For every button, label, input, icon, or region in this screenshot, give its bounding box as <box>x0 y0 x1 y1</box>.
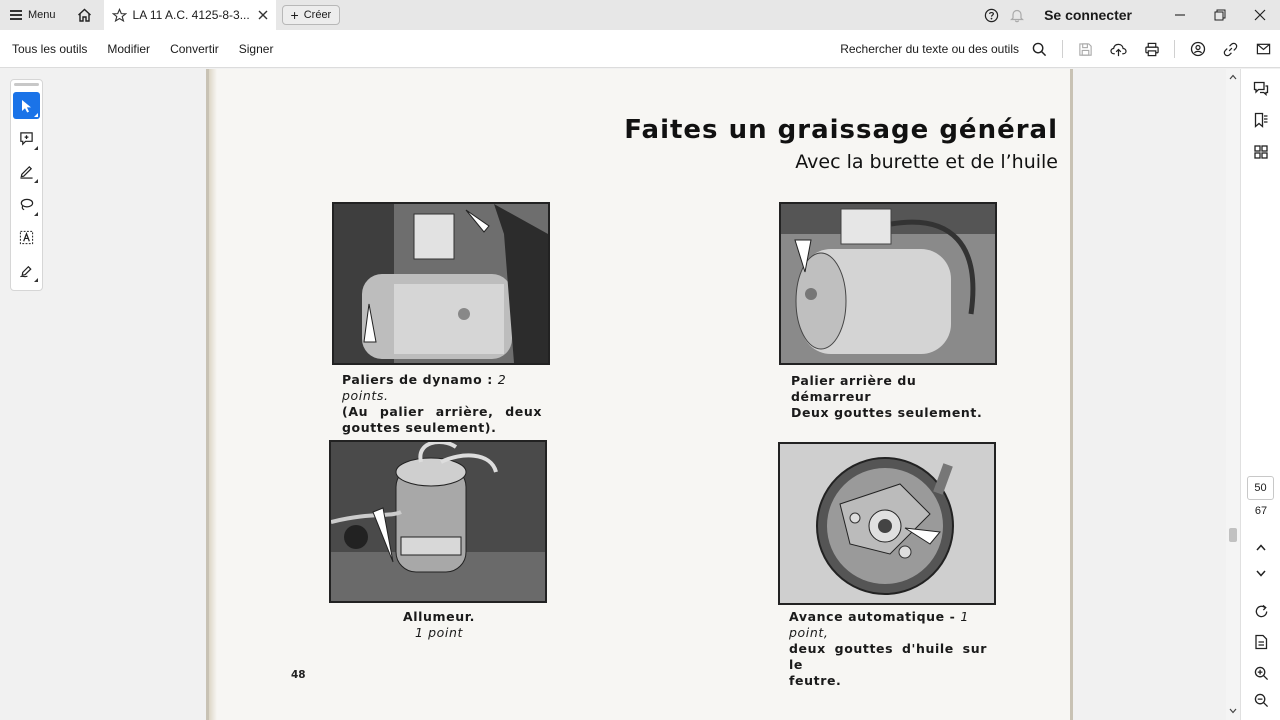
document-tab[interactable] <box>104 0 276 30</box>
close-icon <box>1254 9 1266 21</box>
rotate-icon <box>1254 604 1269 619</box>
submenu-indicator <box>34 212 38 216</box>
thumbnails-panel-button[interactable] <box>1241 136 1280 168</box>
create-label: Créer <box>303 9 332 21</box>
page-subheading: Avec la burette et de l’huile <box>795 151 1058 173</box>
starter-caption-line2: Deux gouttes seulement. <box>791 405 983 420</box>
zoom-out-button[interactable] <box>1241 684 1280 716</box>
hamburger-icon <box>10 10 22 20</box>
comments-panel-button[interactable] <box>1241 72 1280 104</box>
star-icon[interactable] <box>112 8 127 23</box>
bookmarks-panel-button[interactable] <box>1241 104 1280 136</box>
advance-photo <box>778 442 996 605</box>
text-box-icon <box>19 230 34 245</box>
advance-caption-line3: feutre. <box>789 673 842 688</box>
menu-button[interactable] <box>0 0 66 30</box>
dynamo-caption-line2: (Au palier arrière, deux <box>342 404 542 419</box>
cursor-arrow-icon <box>20 99 33 113</box>
dynamo-photo <box>332 202 550 365</box>
select-tool-button[interactable] <box>13 92 40 119</box>
search-button[interactable] <box>1023 30 1056 68</box>
zoom-in-icon <box>1254 666 1269 681</box>
starter-caption-line1: Palier arrière du démarreur <box>791 373 917 404</box>
restore-button[interactable] <box>1200 0 1240 30</box>
toolbar-divider <box>1062 40 1063 58</box>
highlighter-pen-icon <box>19 164 34 179</box>
print-icon <box>1144 42 1160 57</box>
text-box-tool-button[interactable] <box>13 224 40 251</box>
main-toolbar <box>0 30 1280 68</box>
current-page-field[interactable]: 50 <box>1247 476 1274 500</box>
vertical-scrollbar[interactable] <box>1226 69 1240 720</box>
close-tab-icon[interactable] <box>258 10 268 20</box>
dynamo-photo-image <box>334 204 548 363</box>
minimize-icon <box>1174 9 1186 21</box>
sign-pen-icon <box>19 263 34 278</box>
scroll-down-button[interactable] <box>1226 705 1240 717</box>
starter-photo <box>779 202 997 365</box>
help-button[interactable] <box>978 0 1004 30</box>
comments-icon <box>1253 81 1269 96</box>
sign-in-button[interactable]: Se connecter <box>1044 7 1132 23</box>
bell-icon <box>1010 8 1024 23</box>
distributor-caption-line2: 1 point <box>414 625 463 640</box>
printed-page-number: 48 <box>291 669 306 681</box>
highlight-tool-button[interactable] <box>13 158 40 185</box>
close-window-button[interactable] <box>1240 0 1280 30</box>
home-button[interactable] <box>70 0 100 30</box>
chevron-up-icon <box>1229 74 1237 80</box>
advance-caption-bold: Avance automatique - <box>789 609 956 624</box>
link-icon <box>1223 42 1238 57</box>
tab-bar <box>0 0 1280 30</box>
mail-icon <box>1256 42 1271 56</box>
sign-menu[interactable]: Signer <box>238 41 274 56</box>
draw-tool-button[interactable] <box>13 191 40 218</box>
share-button[interactable] <box>1181 30 1214 68</box>
help-icon <box>984 8 999 23</box>
email-button[interactable] <box>1247 30 1280 68</box>
comment-plus-icon <box>19 131 34 146</box>
fill-sign-tool-button[interactable] <box>13 257 40 284</box>
document-tab-title: LA 11 A.C. 4125-8-3... <box>132 8 250 22</box>
chevron-down-icon <box>1256 570 1266 577</box>
dynamo-caption-bold: Paliers de dynamo : <box>342 372 493 387</box>
advance-photo-image <box>780 444 994 603</box>
total-pages: 67 <box>1254 505 1268 517</box>
advance-caption-line2: deux gouttes d'huile sur le <box>789 641 987 672</box>
save-icon <box>1078 42 1093 57</box>
scroll-up-button[interactable] <box>1226 71 1240 83</box>
starter-caption <box>791 373 991 421</box>
dynamo-caption <box>342 372 542 436</box>
document-gear-icon <box>1254 634 1269 650</box>
zoom-out-icon <box>1254 693 1269 708</box>
search-icon <box>1032 42 1047 57</box>
create-button[interactable] <box>282 5 341 25</box>
search-label[interactable]: Rechercher du texte ou des outils <box>840 42 1019 56</box>
submenu-indicator <box>34 278 38 282</box>
chevron-up-icon <box>1256 544 1266 551</box>
page-heading: Faites un graissage général <box>624 115 1058 145</box>
convert-menu[interactable]: Convertir <box>170 41 219 56</box>
distributor-caption <box>399 609 479 641</box>
grid-icon <box>1254 145 1268 159</box>
submenu-indicator <box>34 113 38 117</box>
menu-label: Menu <box>28 9 56 21</box>
next-page-button[interactable] <box>1241 557 1280 589</box>
share-user-icon <box>1190 41 1206 57</box>
copy-link-button[interactable] <box>1214 30 1247 68</box>
advance-caption <box>789 609 987 689</box>
edit-menu[interactable]: Modifier <box>107 41 151 56</box>
rail-grip[interactable] <box>14 83 39 86</box>
distributor-photo-image <box>331 442 545 601</box>
lasso-icon <box>19 197 34 212</box>
dynamo-caption-italic: 2 points. <box>342 372 507 403</box>
home-icon <box>77 8 92 22</box>
page-options-button[interactable] <box>1241 626 1280 658</box>
document-page <box>206 69 1073 720</box>
save-button[interactable] <box>1069 30 1102 68</box>
right-rail <box>1240 69 1280 720</box>
add-comment-tool-button[interactable] <box>13 125 40 152</box>
cloud-upload-icon <box>1110 42 1127 57</box>
left-tool-rail <box>10 79 43 291</box>
notifications-button[interactable] <box>1004 0 1030 30</box>
rotate-button[interactable] <box>1241 595 1280 627</box>
all-tools-menu[interactable]: Tous les outils <box>12 41 88 56</box>
upload-button[interactable] <box>1102 30 1135 68</box>
chevron-down-icon <box>1229 708 1237 714</box>
dynamo-caption-line3: gouttes seulement). <box>342 420 497 435</box>
submenu-indicator <box>34 146 38 150</box>
restore-icon <box>1214 9 1226 21</box>
scrollbar-thumb[interactable] <box>1229 528 1237 542</box>
distributor-photo <box>329 440 547 603</box>
minimize-button[interactable] <box>1160 0 1200 30</box>
advance-caption-italic: 1 point, <box>789 609 969 640</box>
starter-photo-image <box>781 204 995 363</box>
bookmark-icon <box>1253 112 1269 128</box>
submenu-indicator <box>34 179 38 183</box>
distributor-caption-line1: Allumeur. <box>402 609 476 624</box>
print-button[interactable] <box>1135 30 1168 68</box>
toolbar-divider <box>1174 40 1175 58</box>
plus-icon: + <box>290 7 299 23</box>
